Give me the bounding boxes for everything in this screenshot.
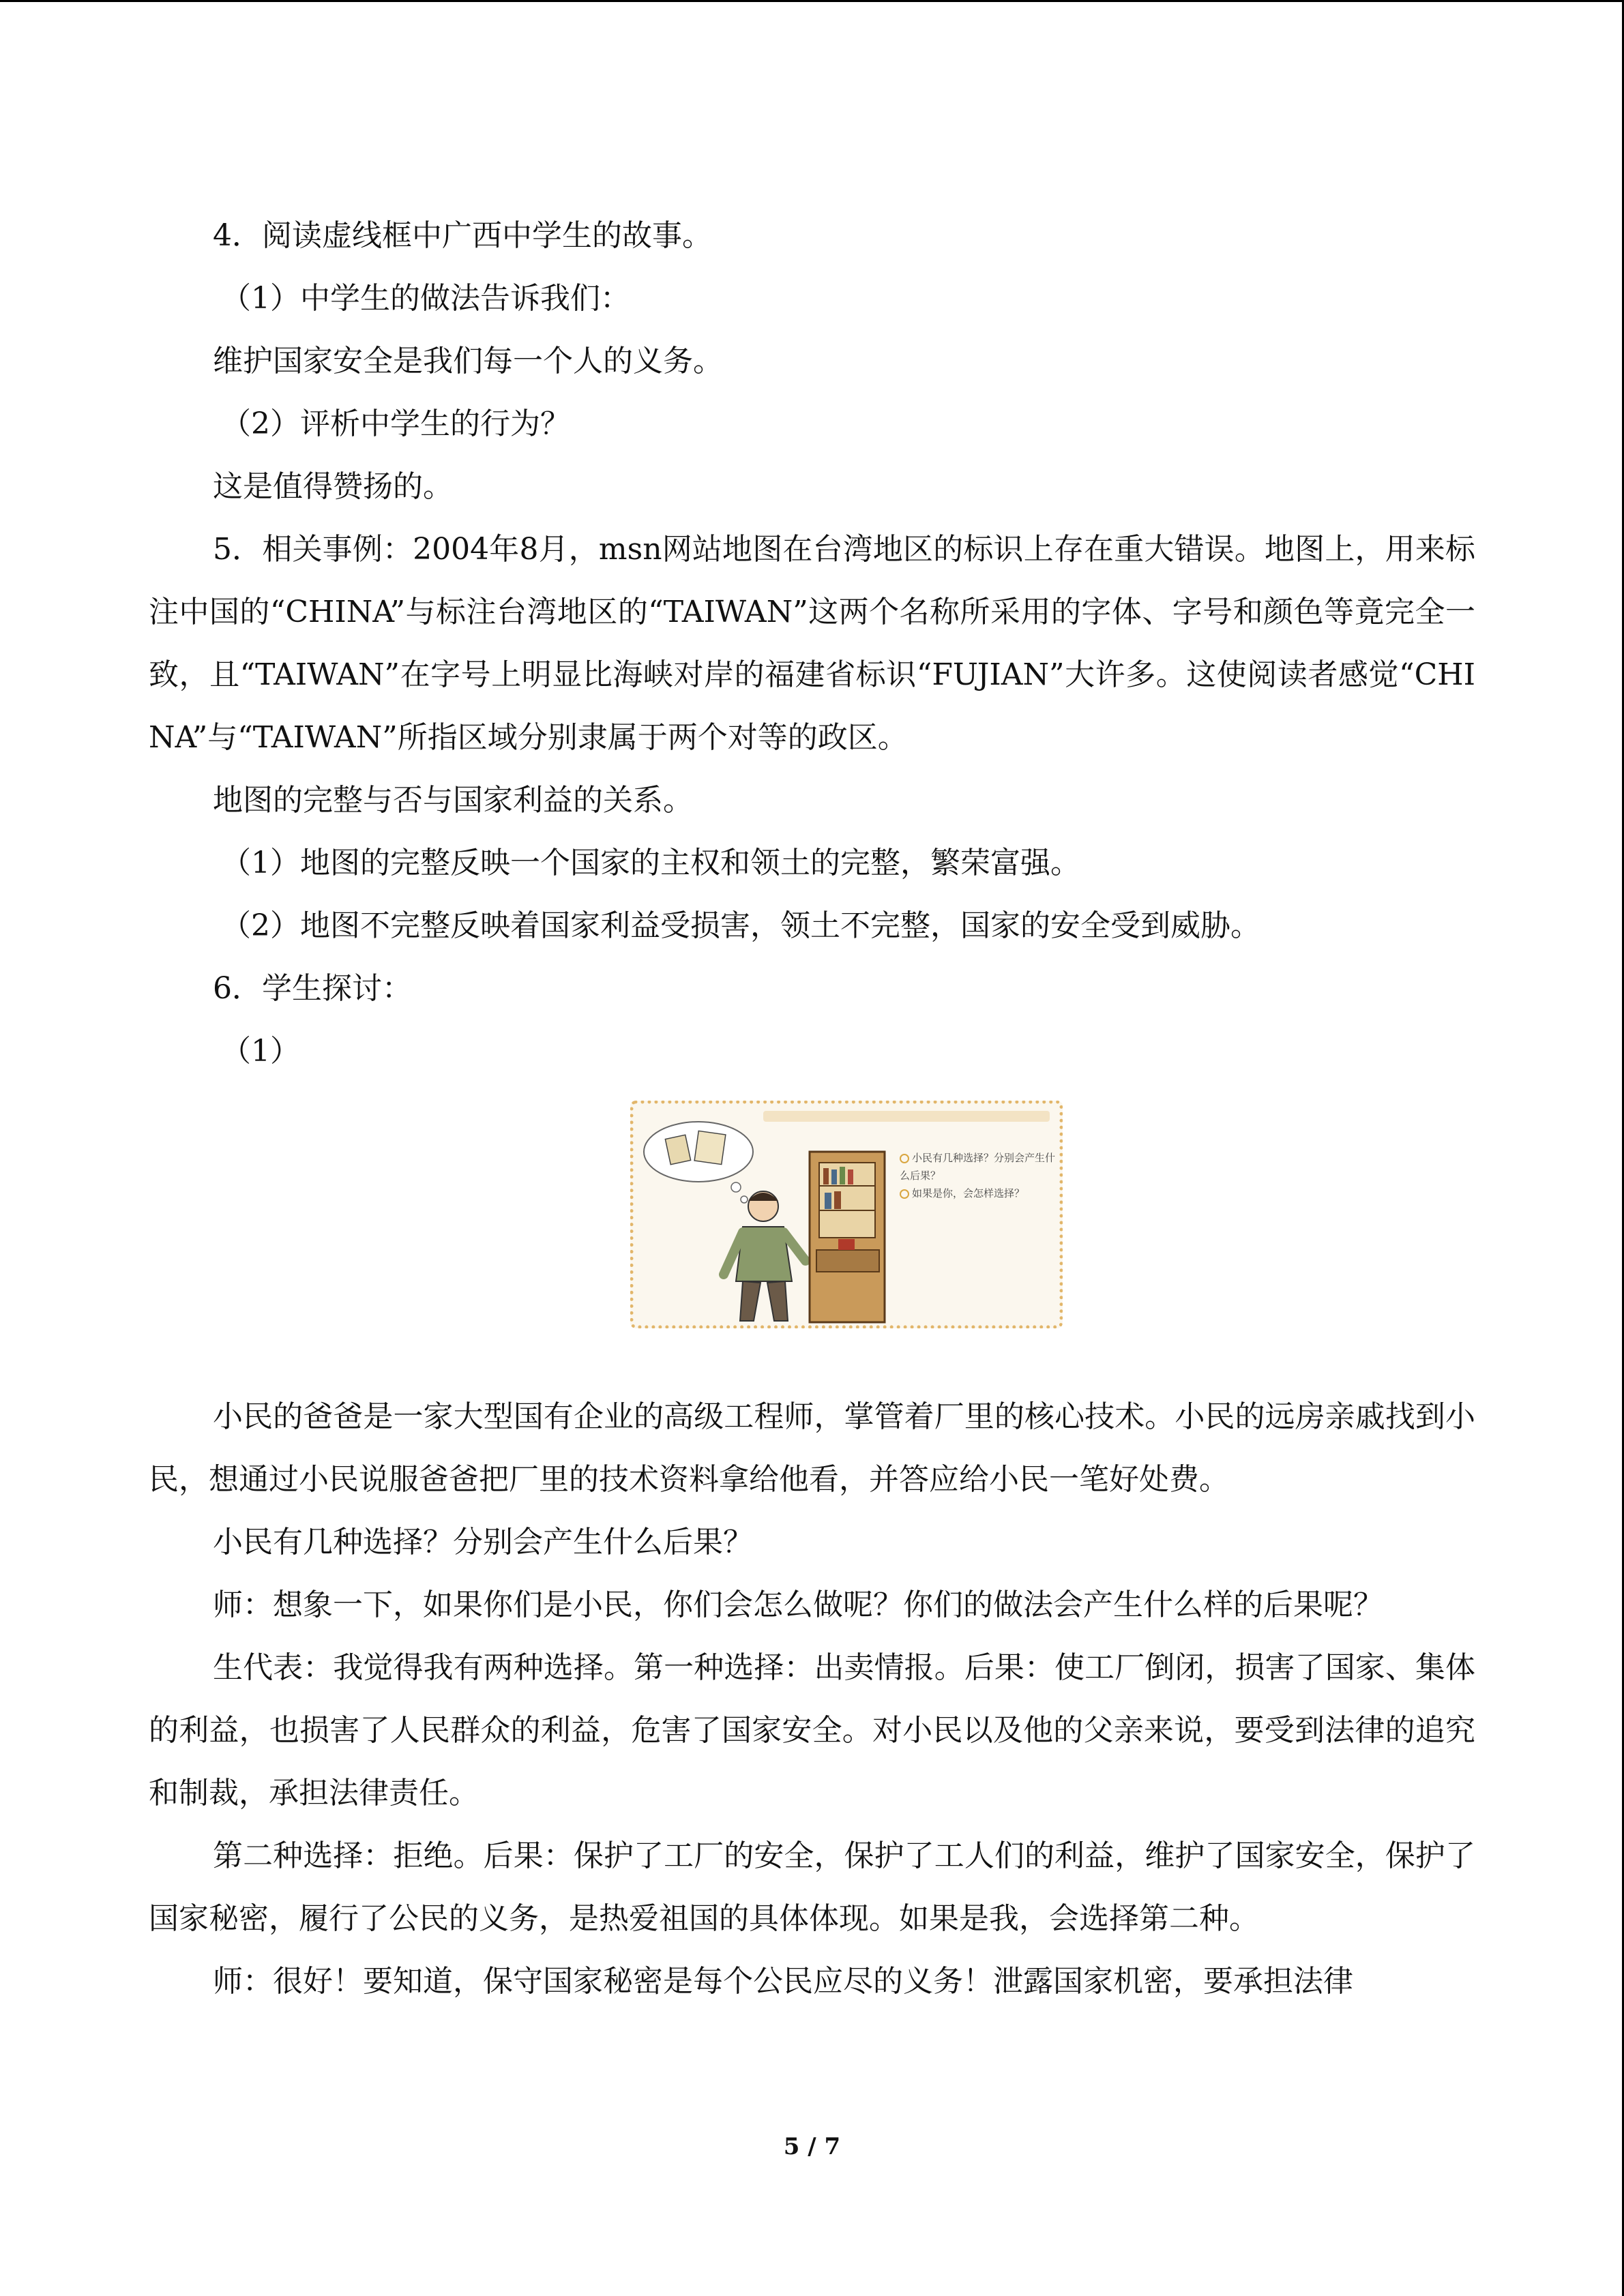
paragraph-item-4-1: （1）中学生的做法告诉我们： (221, 281, 630, 316)
paragraph-teacher-1: 师：想象一下，如果你们是小民，你们会怎么做呢？你们的做法会产生什么样的后果呢？ (213, 1587, 1383, 1622)
paragraph-choice-2: 第二种选择：拒绝。后果：保护了工厂的安全，保护了工人们的利益，维护了国家安全，保护了国家秘密，履行了公民的义务，是热爱祖国的具体体现。如果是我，会选择第二种。 (149, 1838, 1475, 1936)
paragraph-item-4: 4．阅读虚线框中广西中学生的故事。 (213, 218, 712, 253)
paragraph-item-6-1: （1） (221, 1034, 300, 1069)
paragraph-answer-4-2: 这是值得赞扬的。 (213, 469, 453, 504)
paragraph-item-6: 6．学生探讨： (213, 971, 412, 1006)
paragraph-story: 小民的爸爸是一家大型国有企业的高级工程师，掌管着厂里的核心技术。小民的远房亲戚找到小民，想通过小民说服爸爸把厂里的技术资料拿给他看，并答应给小民一笔好处费。 (149, 1399, 1475, 1497)
figure-container (149, 1090, 1475, 1376)
paragraph-teacher-2: 师：很好！要知道，保守国家秘密是每个公民应尽的义务！泄露国家机密，要承担法律 (213, 1964, 1353, 1999)
paragraph-item-4-2: （2）评析中学生的行为？ (221, 406, 570, 441)
bullet-circle-icon (900, 1189, 909, 1199)
figure-question-2: 如果是你，会怎样选择？ (900, 1184, 1057, 1202)
paragraph-question: 小民有几种选择？分别会产生什么后果？ (213, 1525, 753, 1560)
illustration-figure (630, 1101, 1063, 1328)
figure-question-1: 小民有几种选择？分别会产生什么后果？ (900, 1152, 1056, 1182)
paragraph-map-1: （1）地图的完整反映一个国家的主权和领土的完整，繁荣富强。 (221, 846, 1080, 880)
illustration-drawing (634, 1104, 1063, 1328)
paragraph-student: 生代表：我觉得我有两种选择。第一种选择：出卖情报。后果：使工厂倒闭，损害了国家、集体的利益，也损害了人民群众的利益，危害了国家安全。对小民以及他的父亲来说，要受到法律的追究和制裁，承担法律责任。 (149, 1650, 1475, 1810)
paragraph-map-relation: 地图的完整与否与国家利益的关系。 (213, 783, 693, 818)
paragraph-item-5: 5．相关事例：2004年8月，msn网站地图在台湾地区的标识上存在重大错误。地图上，用来标注中国的“CHINA”与标注台湾地区的“TAIWAN”这两个名称所采用的字体、字号和颜色等竟完全一致，且“TAIWAN”在字号上明显比海峡对岸的福建省标识“FUJIAN”大许多。这使阅读者感觉“CHINA”与“TAIWAN”所指区域分别隶属于两个对等的政区。 (149, 532, 1475, 755)
figure-questions (900, 1149, 1057, 1202)
document-body (149, 205, 1475, 2013)
paragraph-map-2: （2）地图不完整反映着国家利益受损害，领土不完整，国家的安全受到威胁。 (221, 908, 1260, 943)
bullet-circle-icon (900, 1154, 909, 1163)
page-number: 5 / 7 (783, 2133, 841, 2160)
paragraph-answer-4-1: 维护国家安全是我们每一个人的义务。 (213, 344, 723, 378)
